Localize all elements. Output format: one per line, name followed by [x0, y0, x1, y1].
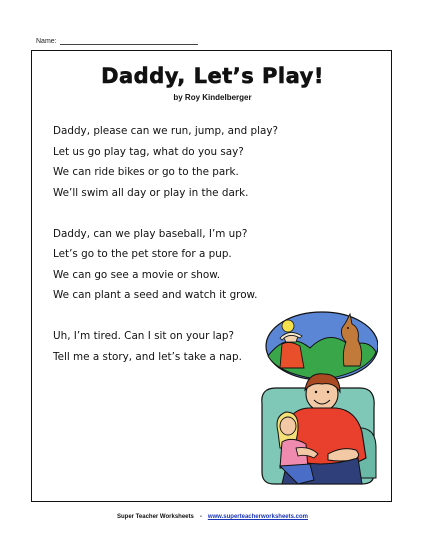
poem-line: We’ll swim all day or play in the dark. [53, 186, 249, 199]
name-line[interactable] [60, 37, 198, 45]
stanza [53, 224, 278, 306]
poem-line: Daddy, please can we run, jump, and play? [53, 125, 279, 137]
poem-line: Tell me a story, and let’s take a nap. [53, 350, 242, 363]
poem-line: We can ride bikes or go to the park. [53, 166, 239, 178]
poem-line: Daddy, can we play baseball, I’m up? [53, 227, 248, 240]
footer-site-link[interactable]: www.superteacherworksheets.com [207, 514, 308, 520]
name-field-row [36, 37, 198, 45]
poem-author: by Roy Kindelberger [173, 93, 252, 102]
footer-brand: Super Teacher Worksheets [117, 514, 194, 520]
poem-line: Uh, I’m tired. Can I sit on your lap? [53, 330, 235, 342]
page-footer [0, 514, 425, 520]
stanza [53, 326, 278, 367]
name-label: Name: [36, 38, 57, 45]
poem-line: We can plant a seed and watch it grow. [53, 289, 258, 301]
poem-line: Let’s go to the pet store for a pup. [53, 248, 232, 260]
poem-title: Daddy, Let’s Play! [101, 64, 324, 88]
poem-line: We can go see a movie or show. [53, 268, 221, 281]
footer-separator: - [199, 514, 202, 520]
poem-line: Let us go play tag, what do you say? [53, 145, 244, 158]
poem-body [53, 121, 278, 388]
father-child-cartoon-icon [258, 308, 378, 488]
stanza [53, 121, 278, 203]
